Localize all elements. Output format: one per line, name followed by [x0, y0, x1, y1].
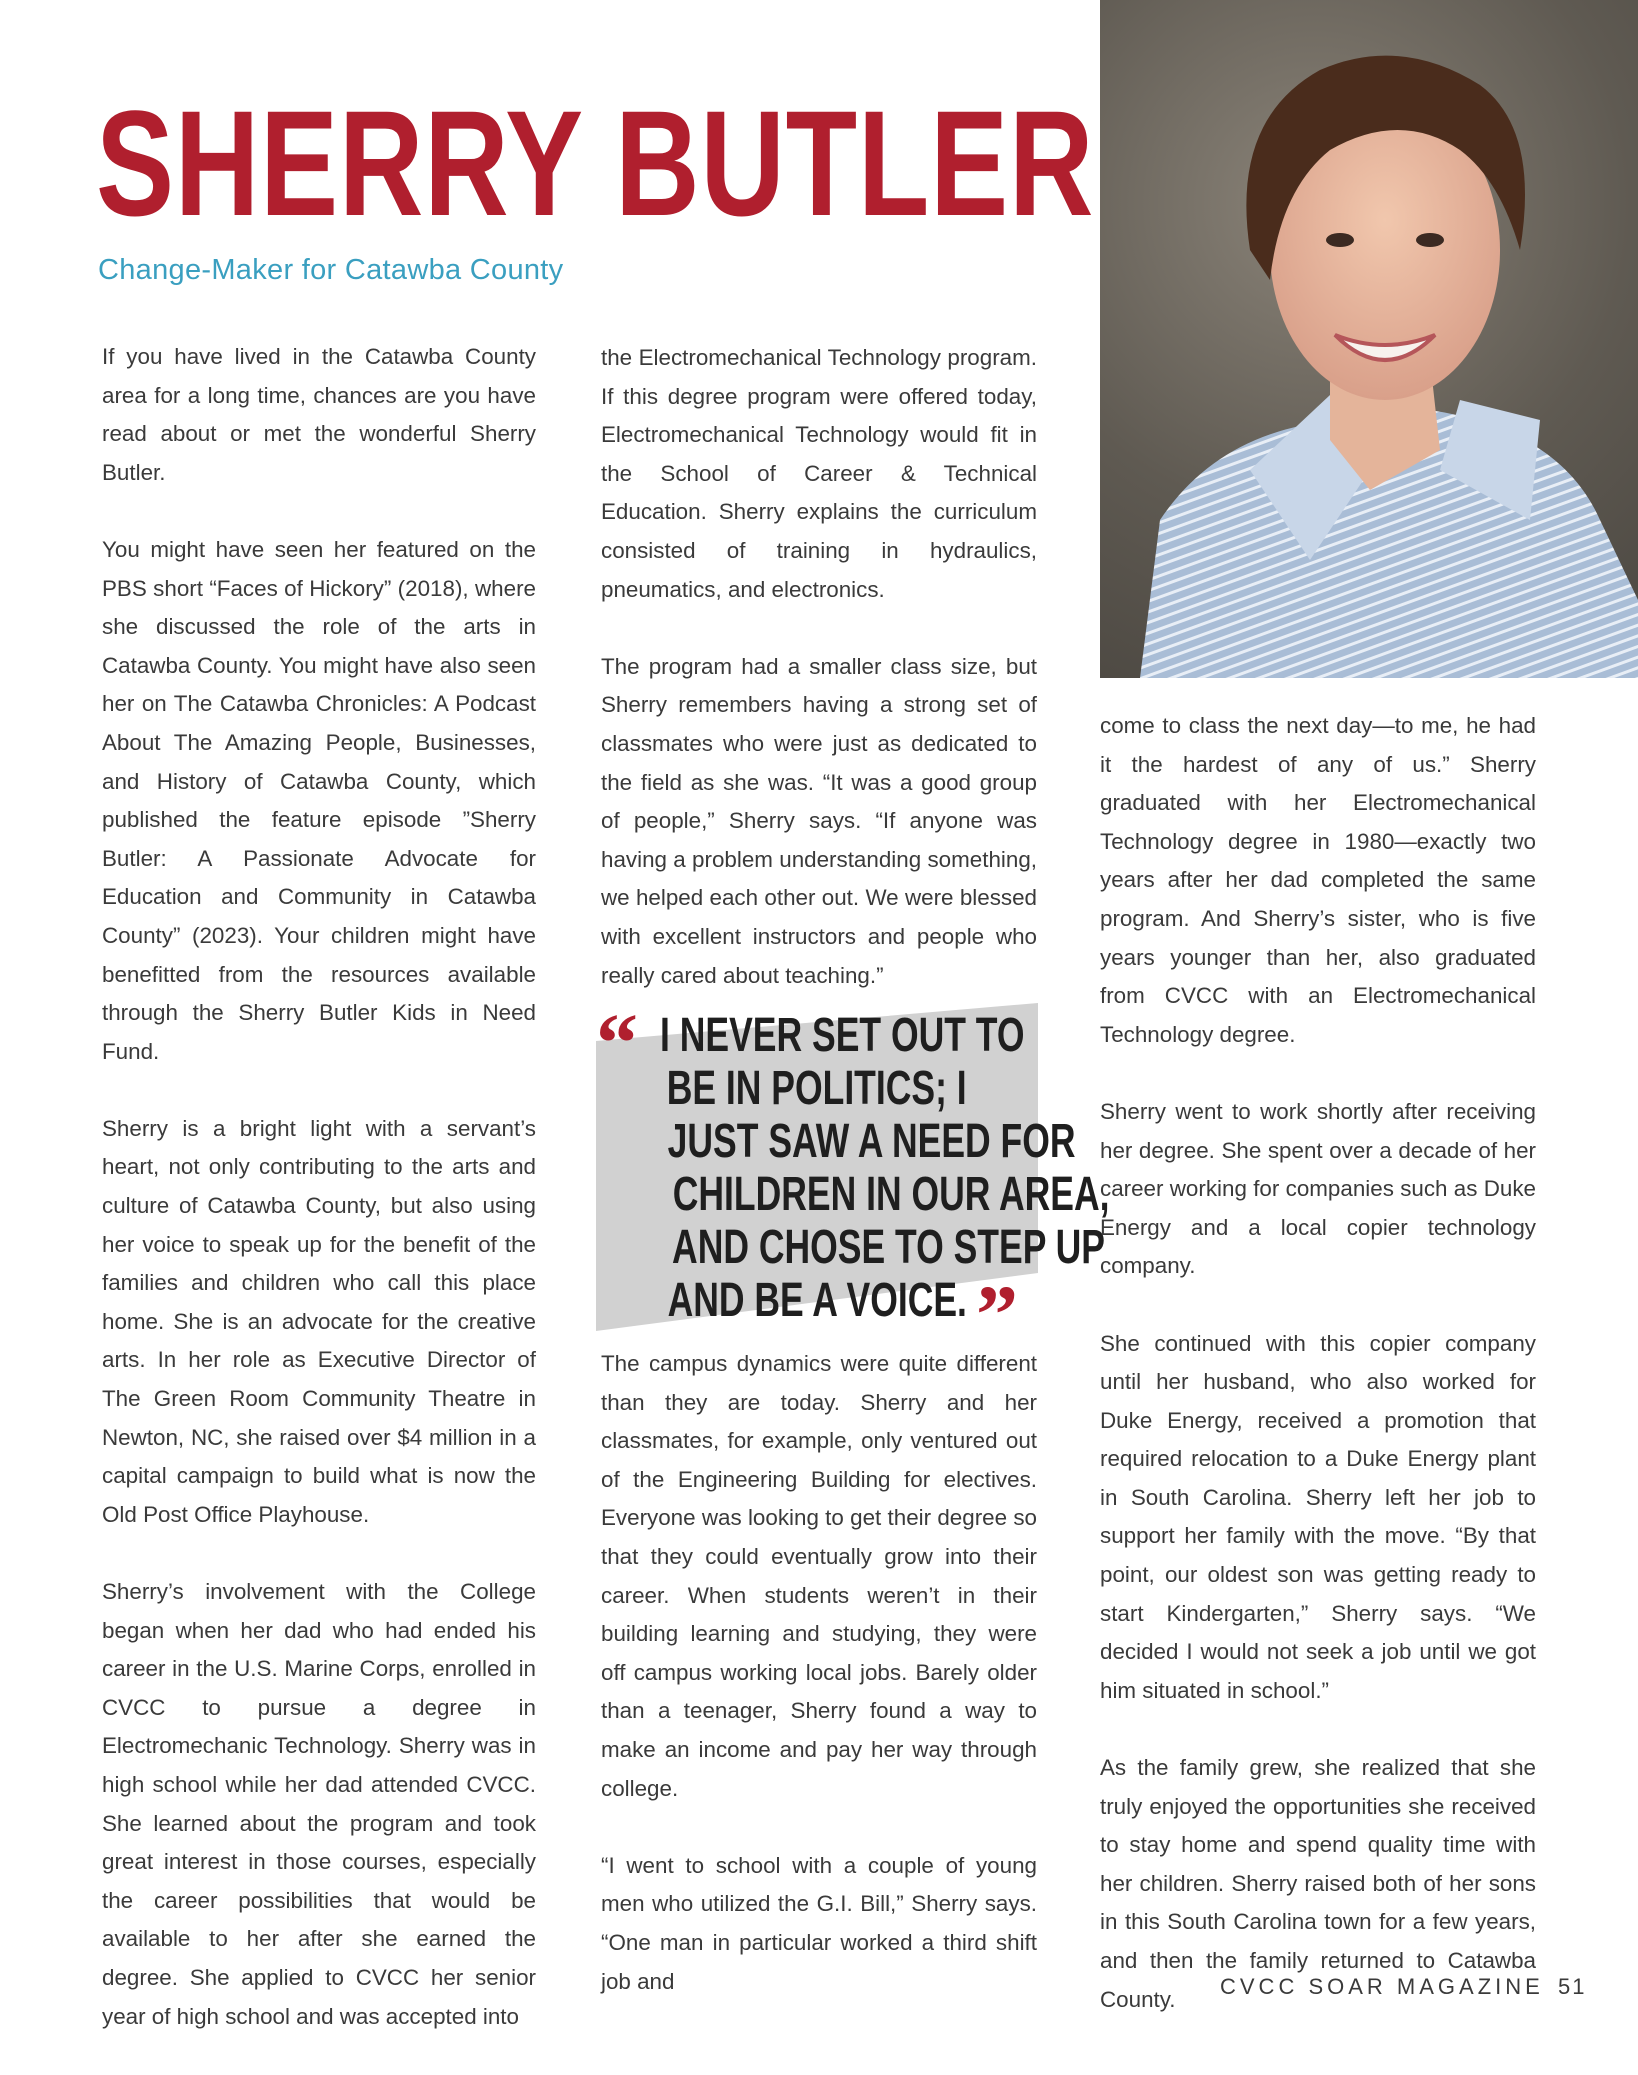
- magazine-name: CVCC SOAR MAGAZINE: [1220, 1974, 1544, 1999]
- paragraph: You might have seen her featured on the PBS short “Faces of Hickory” (2018), where she discussed the role of the arts in Catawba County. You might have also seen her on The Catawba Chronicles: A Podcast About The Amazing People, Businesses, and History of Catawba County, which published the feature episode ”Sherry Butler: A Passionate Advocate for Education and Community in Catawba County” (2023). Your children might have benefitted from the resources available through the Sherry Butler Kids in Need Fund.: [102, 536, 536, 1064]
- paragraph: Sherry went to work shortly after receiving her degree. She spent over a decade of her career working for companies such as Duke Energy and a local copier technology company.: [1100, 1098, 1536, 1279]
- pull-quote-line: BE IN POLITICS; I: [667, 1062, 967, 1115]
- paragraph: She continued with this copier company until her husband, who also worked for Duke Energy, received a promotion that required relocation to a Duke Energy plant in South Carolina. Sherry left her job to support her family with the move. “By that point, our oldest son was getting ready to start Kindergarten,” Sherry says. “We decided I would not seek a job until we got him situated in school.”: [1100, 1330, 1536, 1703]
- portrait-photo: [1100, 0, 1638, 678]
- paragraph: The campus dynamics were quite different than they are today. Sherry and her classmates, for example, only ventured out of the Engineering Building for electives. Everyone was looking to get their degree so that they could eventually grow into their career. When students weren’t in their building learning and studying, they were off campus working local jobs. Barely older than a teenager, Sherry found a way to make an income and pay her way through college.: [601, 1351, 1037, 1801]
- paragraph: come to class the next day—to me, he had it the hardest of any of us.” Sherry graduated with her Electromechanical Technology degree in 1980—exactly two years after her dad completed the same program. And Sherry’s sister, who is five years younger than her, also graduated from CVCC with an Electromechanical Technology degree.: [1100, 713, 1536, 1047]
- pull-quote-line: CHILDREN IN OUR AREA,: [672, 1168, 1110, 1221]
- paragraph: the Electromechanical Technology program. If this degree program were offered today, Electromechanical Technology would fit in the School of Career & Technical Education. Sherry explains the curriculum consisted of training in hydraulics, pneumatics, and electronics.: [601, 345, 1037, 602]
- paragraph: “I went to school with a couple of young men who utilized the G.I. Bill,” Sherry says. “One man in particular worked a third shift job and: [601, 1852, 1037, 1994]
- page-number: 51: [1558, 1974, 1587, 1999]
- paragraph: Sherry is a bright light with a servant’s heart, not only contributing to the arts and culture of Catawba County, but also using her voice to speak up for the benefit of the families and children who call this place home. She is an advocate for the creative arts. In her role as Executive Director of The Green Room Community Theatre in Newton, NC, she raised over $4 million in a capital campaign to build what is now the Old Post Office Playhouse.: [102, 1115, 536, 1527]
- close-quote-mark: ”: [976, 1269, 1018, 1362]
- pull-quote-line: JUST SAW A NEED FOR: [667, 1115, 1076, 1168]
- paragraph: If you have lived in the Catawba County area for a long time, chances are you have read about or met the wonderful Sherry Butler.: [102, 344, 536, 485]
- pull-quote: [596, 997, 1110, 1362]
- article-column-2-bottom: [601, 1345, 1037, 2040]
- pull-quote-line: I NEVER SET OUT TO: [660, 1009, 1025, 1062]
- pull-quote-line: AND CHOSE TO STEP UP: [672, 1221, 1105, 1274]
- open-quote-mark: “: [596, 997, 638, 1090]
- article-column-2-top: [601, 339, 1037, 1034]
- page-subtitle: Change-Maker for Catawba County: [98, 254, 564, 286]
- pull-quote-text: [596, 1009, 1110, 1327]
- paragraph: As the family grew, she realized that she truly enjoyed the opportunities she received to stay home and spend quality time with her children. Sherry raised both of her sons in this South Carolina town for a few years, and then the family returned to Catawba County.: [1100, 1755, 1536, 2012]
- paragraph: The program had a smaller class size, but Sherry remembers having a strong set of classmates who were just as dedicated to the field as she was. “It was a good group of people,” Sherry says. “If anyone was having a problem understanding something, we helped each other out. We were blessed with excellent instructors and people who really cared about teaching.”: [601, 653, 1037, 988]
- pull-quote-line: AND BE A VOICE.: [667, 1274, 967, 1327]
- article-column-1: [102, 338, 536, 2075]
- article-column-3: [1100, 707, 1536, 2058]
- paragraph: Sherry’s involvement with the College began when her dad who had ended his career in the U.S. Marine Corps, enrolled in CVCC to pursue a degree in Electromechanic Technology. Sherry was in high school while her dad attended CVCC. She learned about the program and took great interest in those courses, especially the career possibilities that would be available to her after she earned the degree. She applied to CVCC her senior year of high school and was accepted into: [102, 1579, 536, 2029]
- page-title: SHERRY BUTLER: [96, 79, 1095, 247]
